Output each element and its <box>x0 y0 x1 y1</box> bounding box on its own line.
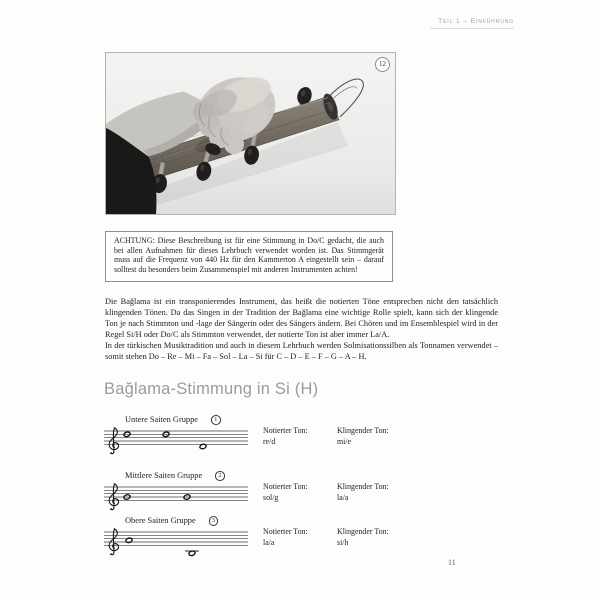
notated-ton <box>263 425 308 447</box>
music-staff <box>103 477 253 517</box>
notice-text: ACHTUNG: Diese Beschreibung ist für eine Stimmung in Do/C gedacht, die auch bei allen Aufnahmen für dieses Lehrbuch verwendet worden ist. Das Stimmgerät muss auf die Frequenz von 440 Hz für den Kammerton A eingestellt sein – darauf solltest du besonders beim Zusammenspiel mit anderen Instrumenten achten! <box>114 236 384 275</box>
sounding-ton <box>337 425 389 447</box>
notated-ton-label: Notierter Ton: <box>263 527 308 536</box>
photo-illustration <box>106 53 395 214</box>
tuning-row-obere <box>103 514 503 568</box>
sounding-ton <box>337 526 389 548</box>
group-label: Untere Saiten Gruppe <box>125 415 199 425</box>
notated-ton-value: la/a <box>263 538 275 547</box>
group-number-badge: 1 <box>211 415 221 425</box>
figure-number-badge: 12 <box>375 57 390 72</box>
section-title: Bağlama-Stimmung in Si (H) <box>104 380 319 398</box>
group-number-badge: 3 <box>209 516 219 526</box>
group-label: Mittlere Saiten Gruppe <box>125 471 203 481</box>
sounding-ton-value: mi/e <box>337 437 352 446</box>
sounding-ton-label: Klingender Ton: <box>337 482 389 491</box>
sounding-ton-value: si/h <box>337 538 349 547</box>
group-label: Obere Saiten Gruppe <box>125 516 196 526</box>
body-paragraph-2: In der türkischen Musiktradition und auch in diesem Lehrbuch werden Solmisationssilben als Tonnamen verwendet – somit stehen Do – Re – Mi – Fa – Sol – La – Si für C – D – E – F – G – A – H. <box>105 340 498 361</box>
notated-ton-value: re/d <box>263 437 276 446</box>
notated-ton-label: Notierter Ton: <box>263 426 308 435</box>
body-paragraph-1: Die Bağlama ist ein transponierendes Instrument, das heißt die notierten Töne entsprechen nicht den tatsächlich klingenden Tönen. Da das Singen in der Tradition der Bağlama eine wichtige Rolle spielt, kann sich der klingende Ton je nach Stimmton und -lage der Sängerin oder des Sängers ändern. Bei Chören und im Ensemblespiel wird in der Regel Si/H oder Do/C als Stimmton verwendet, der notierte Ton ist aber immer La/A. <box>105 297 498 339</box>
sounding-ton-value: la/a <box>337 493 349 502</box>
page-header: Teil 1 – Einführung <box>430 18 514 29</box>
notated-ton-label: Notierter Ton: <box>263 482 308 491</box>
sounding-ton <box>337 481 389 503</box>
notated-ton-value: sol/g <box>263 493 279 502</box>
page-number: 11 <box>448 558 456 567</box>
notice-box <box>105 231 393 282</box>
sounding-ton-label: Klingender Ton: <box>337 426 389 435</box>
sounding-ton-label: Klingender Ton: <box>337 527 389 536</box>
tuning-row-untere <box>103 413 503 467</box>
body-text <box>105 297 498 362</box>
notated-ton <box>263 526 308 548</box>
music-staff <box>103 421 253 461</box>
photo-figure <box>105 52 396 215</box>
notated-ton <box>263 481 308 503</box>
music-staff <box>103 522 253 562</box>
group-number-badge: 2 <box>215 471 225 481</box>
